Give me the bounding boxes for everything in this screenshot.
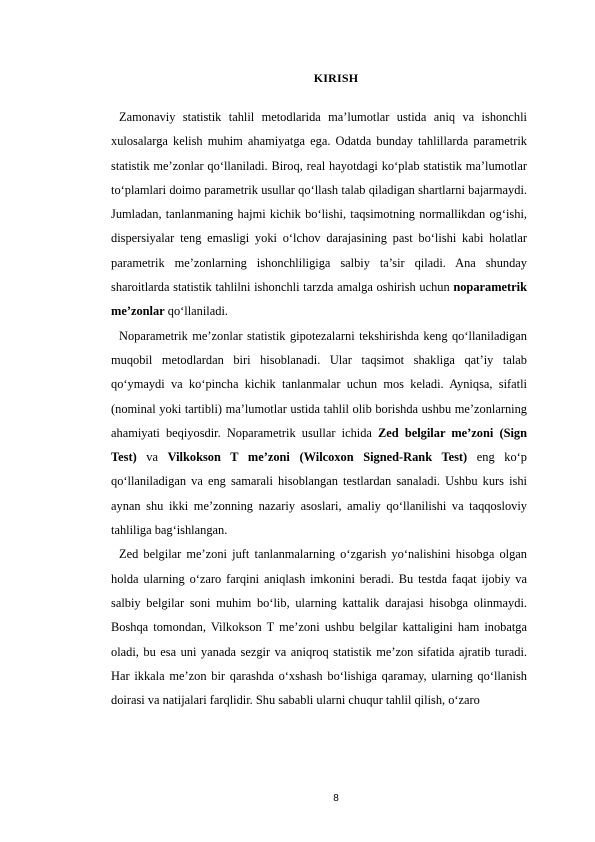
text-run: qo‘llaniladi. xyxy=(164,304,228,319)
bold-term: noparametrik me’zonlar xyxy=(111,280,527,319)
text-run: Zed belgilar me’zoni juft tanlanmalarning o‘zgarish yo‘nalishini hisobga olgan holda ularning o‘zaro farqini aniqlash imkonini beradi. Bu testda faqat ijobiy va salbiy belgilar soni muhim bo‘lib, ularning kattalik darajasi hisobga olinmaydi. Boshqa tomondan, Vilkokson T me’zoni ushbu belgilar kattaligini ham inobatga oladi, bu esa uni yanada sezgir va aniqroq statistik me’zon sifatida ajratib turadi. Har ikkala me’zon bir qarashda o‘xshash bo‘lishiga qaramay, ularning qo‘llanish doirasi va natijalari farqlidir. Shu sababli ularni chuqur tahlil qilish, o‘zaro xyxy=(111,547,527,708)
paragraph-2 xyxy=(111,324,527,543)
bold-term: Vilkokson T me’zoni (Wilcoxon Signed-Rank Test) xyxy=(167,450,468,465)
bold-term: Zed belgilar me’zoni (Sign Test) xyxy=(111,425,528,465)
paragraph-1 xyxy=(111,105,527,324)
body-text xyxy=(111,105,527,712)
page-title: KIRISH xyxy=(313,71,359,85)
text-run: Noparametrik me’zonlar statistik gipotezalarni tekshirishda keng qo‘llaniladigan muqobil metodlardan biri hisoblanadi. Ular taqsimot shakliga qat’iy talab qo‘ymaydi va ko‘pincha kichik tanlanmalar uchun mos keladi. Ayniqsa, sifatli (nominal yoki tartibli) ma’lumotlar ustida tahlil olib borishda ushbu me’zonlarning ahamiyati beqiyosdir. Noparametrik usullar ichida xyxy=(111,328,527,440)
paragraph-3 xyxy=(111,542,527,712)
page-number: 8 xyxy=(333,793,339,804)
text-run: va xyxy=(136,450,168,465)
text-run: eng ko‘p qo‘llaniladigan va eng samarali hisoblangan testlardan sanaladi. Ushbu kurs ishi aynan shu ikki me’zonning nazariy asoslari, amaliy qo‘llanilishi va taqqosloviy tahliliga bag‘ishlangan. xyxy=(111,450,527,538)
text-run: Zamonaviy statistik tahlil metodlarida ma’lumotlar ustida aniq va ishonchli xulosalarga kelish muhim ahamiyatga ega. Odatda bunday tahlillarda parametrik statistik me’zonlar qo‘llaniladi. Biroq, real hayotdagi ko‘plab statistik ma’lumotlar to‘plamlari doimo parametrik usullar qo‘llash talab qiladigan shartlarni bajarmaydi. Jumladan, tanlanmaning hajmi kichik bo‘lishi, taqsimotning normallikdan og‘ishi, dispersiyalar teng emasligi yoki o‘lchov darajasining past bo‘lishi kabi holatlar parametrik me’zonlarning ishonchliligiga salbiy ta’sir qiladi. Ana shunday sharoitlarda statistik tahlilni ishonchli tarzda amalga oshirish uchun xyxy=(111,110,527,295)
